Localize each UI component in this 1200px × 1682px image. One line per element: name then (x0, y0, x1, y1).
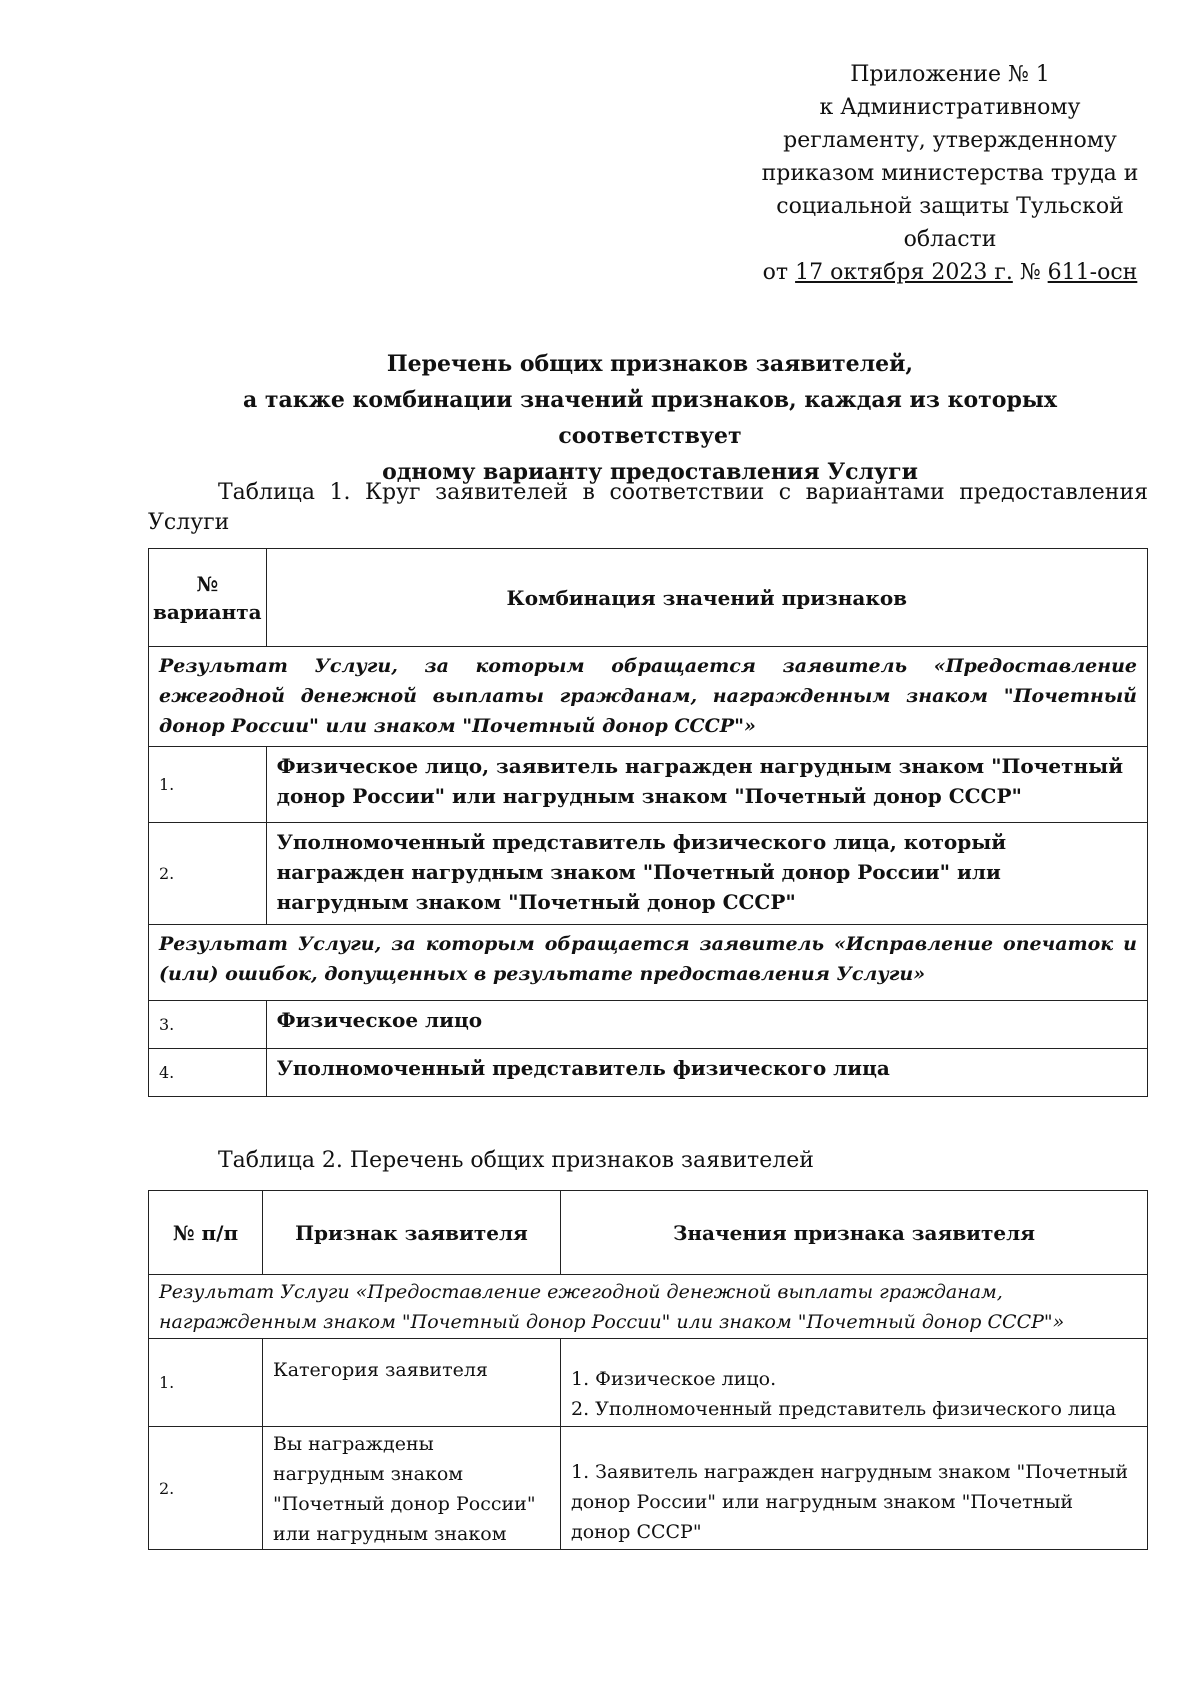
table-row (149, 1049, 1148, 1097)
appendix-line: приказом министерства труда и (761, 161, 1139, 186)
row-text: Уполномоченный представитель физического лица (266, 1049, 1147, 1097)
row-number: 3. (149, 1001, 267, 1049)
row-sign: Вы награждены нагрудным знаком "Почетный донор России" или нагрудным знаком (263, 1427, 561, 1550)
document-title (150, 346, 1150, 490)
title-line: одному варианту предоставления Услуги (382, 459, 918, 485)
order-number: 611-осн (1047, 260, 1138, 285)
table-row (149, 747, 1148, 823)
table-row (149, 1427, 1148, 1550)
table2-caption: Таблица 2. Перечень общих признаков заявителей (218, 1148, 814, 1173)
value-item: 2. Уполномоченный представитель физического лица (571, 1398, 1117, 1420)
row-text: Физическое лицо, заявитель награжден нагрудным знаком "Почетный донор России" или нагрудным знаком "Почетный донор СССР" (266, 747, 1147, 823)
row-number: 1. (149, 747, 267, 823)
table2-section-row (149, 1275, 1148, 1339)
table1-caption: Таблица 1. Круг заявителей в соответствии с вариантами предоставления Услуги (148, 480, 1148, 535)
table-row (149, 823, 1148, 925)
section-result: Результат Услуги, за которым обращается заявитель «Предоставление ежегодной денежной выплаты гражданам, награжденным знаком "Почетный донор России" или знаком "Почетный донор СССР"» (149, 647, 1148, 747)
appendix-line: регламенту, утвержденному (783, 128, 1117, 153)
col-sign: Признак заявителя (263, 1191, 561, 1275)
col-variant-number: № варианта (149, 549, 267, 647)
col-number: № п/п (149, 1191, 263, 1275)
row-values (561, 1427, 1148, 1550)
table1-header-row (149, 549, 1148, 647)
col-combination: Комбинация значений признаков (266, 549, 1147, 647)
value-item: 1. Заявитель награжден нагрудным знаком "Почетный донор России" или нагрудным знаком "Почетный донор СССР" (571, 1461, 1129, 1543)
table1-section-row (149, 925, 1148, 1001)
appendix-header (760, 58, 1140, 289)
appendix-line: области (903, 227, 997, 252)
table1 (148, 548, 1148, 1097)
appendix-line: к Административному (819, 95, 1081, 120)
table-row (149, 1339, 1148, 1427)
appendix-line: социальной защиты Тульской (776, 194, 1124, 219)
date-prefix: от (762, 260, 789, 285)
appendix-line: Приложение № 1 (850, 62, 1050, 87)
row-number: 1. (149, 1339, 263, 1427)
row-text: Физическое лицо (266, 1001, 1147, 1049)
section-result: Результат Услуги, за которым обращается заявитель «Исправление опечаток и (или) ошибок, допущенных в результате предоставления Услуги» (149, 925, 1148, 1001)
title-line: Перечень общих признаков заявителей, (386, 351, 914, 377)
number-sign: № (1019, 260, 1041, 285)
value-item: 1. Физическое лицо. (571, 1368, 777, 1390)
table2 (148, 1190, 1148, 1550)
title-line: а также комбинации значений признаков, каждая из которых соответствует (242, 387, 1057, 449)
order-date: 17 октября 2023 г. (795, 260, 1013, 285)
row-values (561, 1339, 1148, 1427)
table-row (149, 1001, 1148, 1049)
col-values: Значения признака заявителя (561, 1191, 1148, 1275)
table1-section-row (149, 647, 1148, 747)
row-sign: Категория заявителя (263, 1339, 561, 1427)
section-result: Результат Услуги «Предоставление ежегодной денежной выплаты гражданам, награжденным знаком "Почетный донор России" или знаком "Почетный донор СССР"» (149, 1275, 1148, 1339)
row-number: 2. (149, 1427, 263, 1550)
row-number: 4. (149, 1049, 267, 1097)
table2-header-row (149, 1191, 1148, 1275)
appendix-date-line (760, 256, 1140, 289)
row-number: 2. (149, 823, 267, 925)
row-text: Уполномоченный представитель физического лица, который награжден нагрудным знаком "Почетный донор России" или нагрудным знаком "Почетный донор СССР" (266, 823, 1147, 925)
